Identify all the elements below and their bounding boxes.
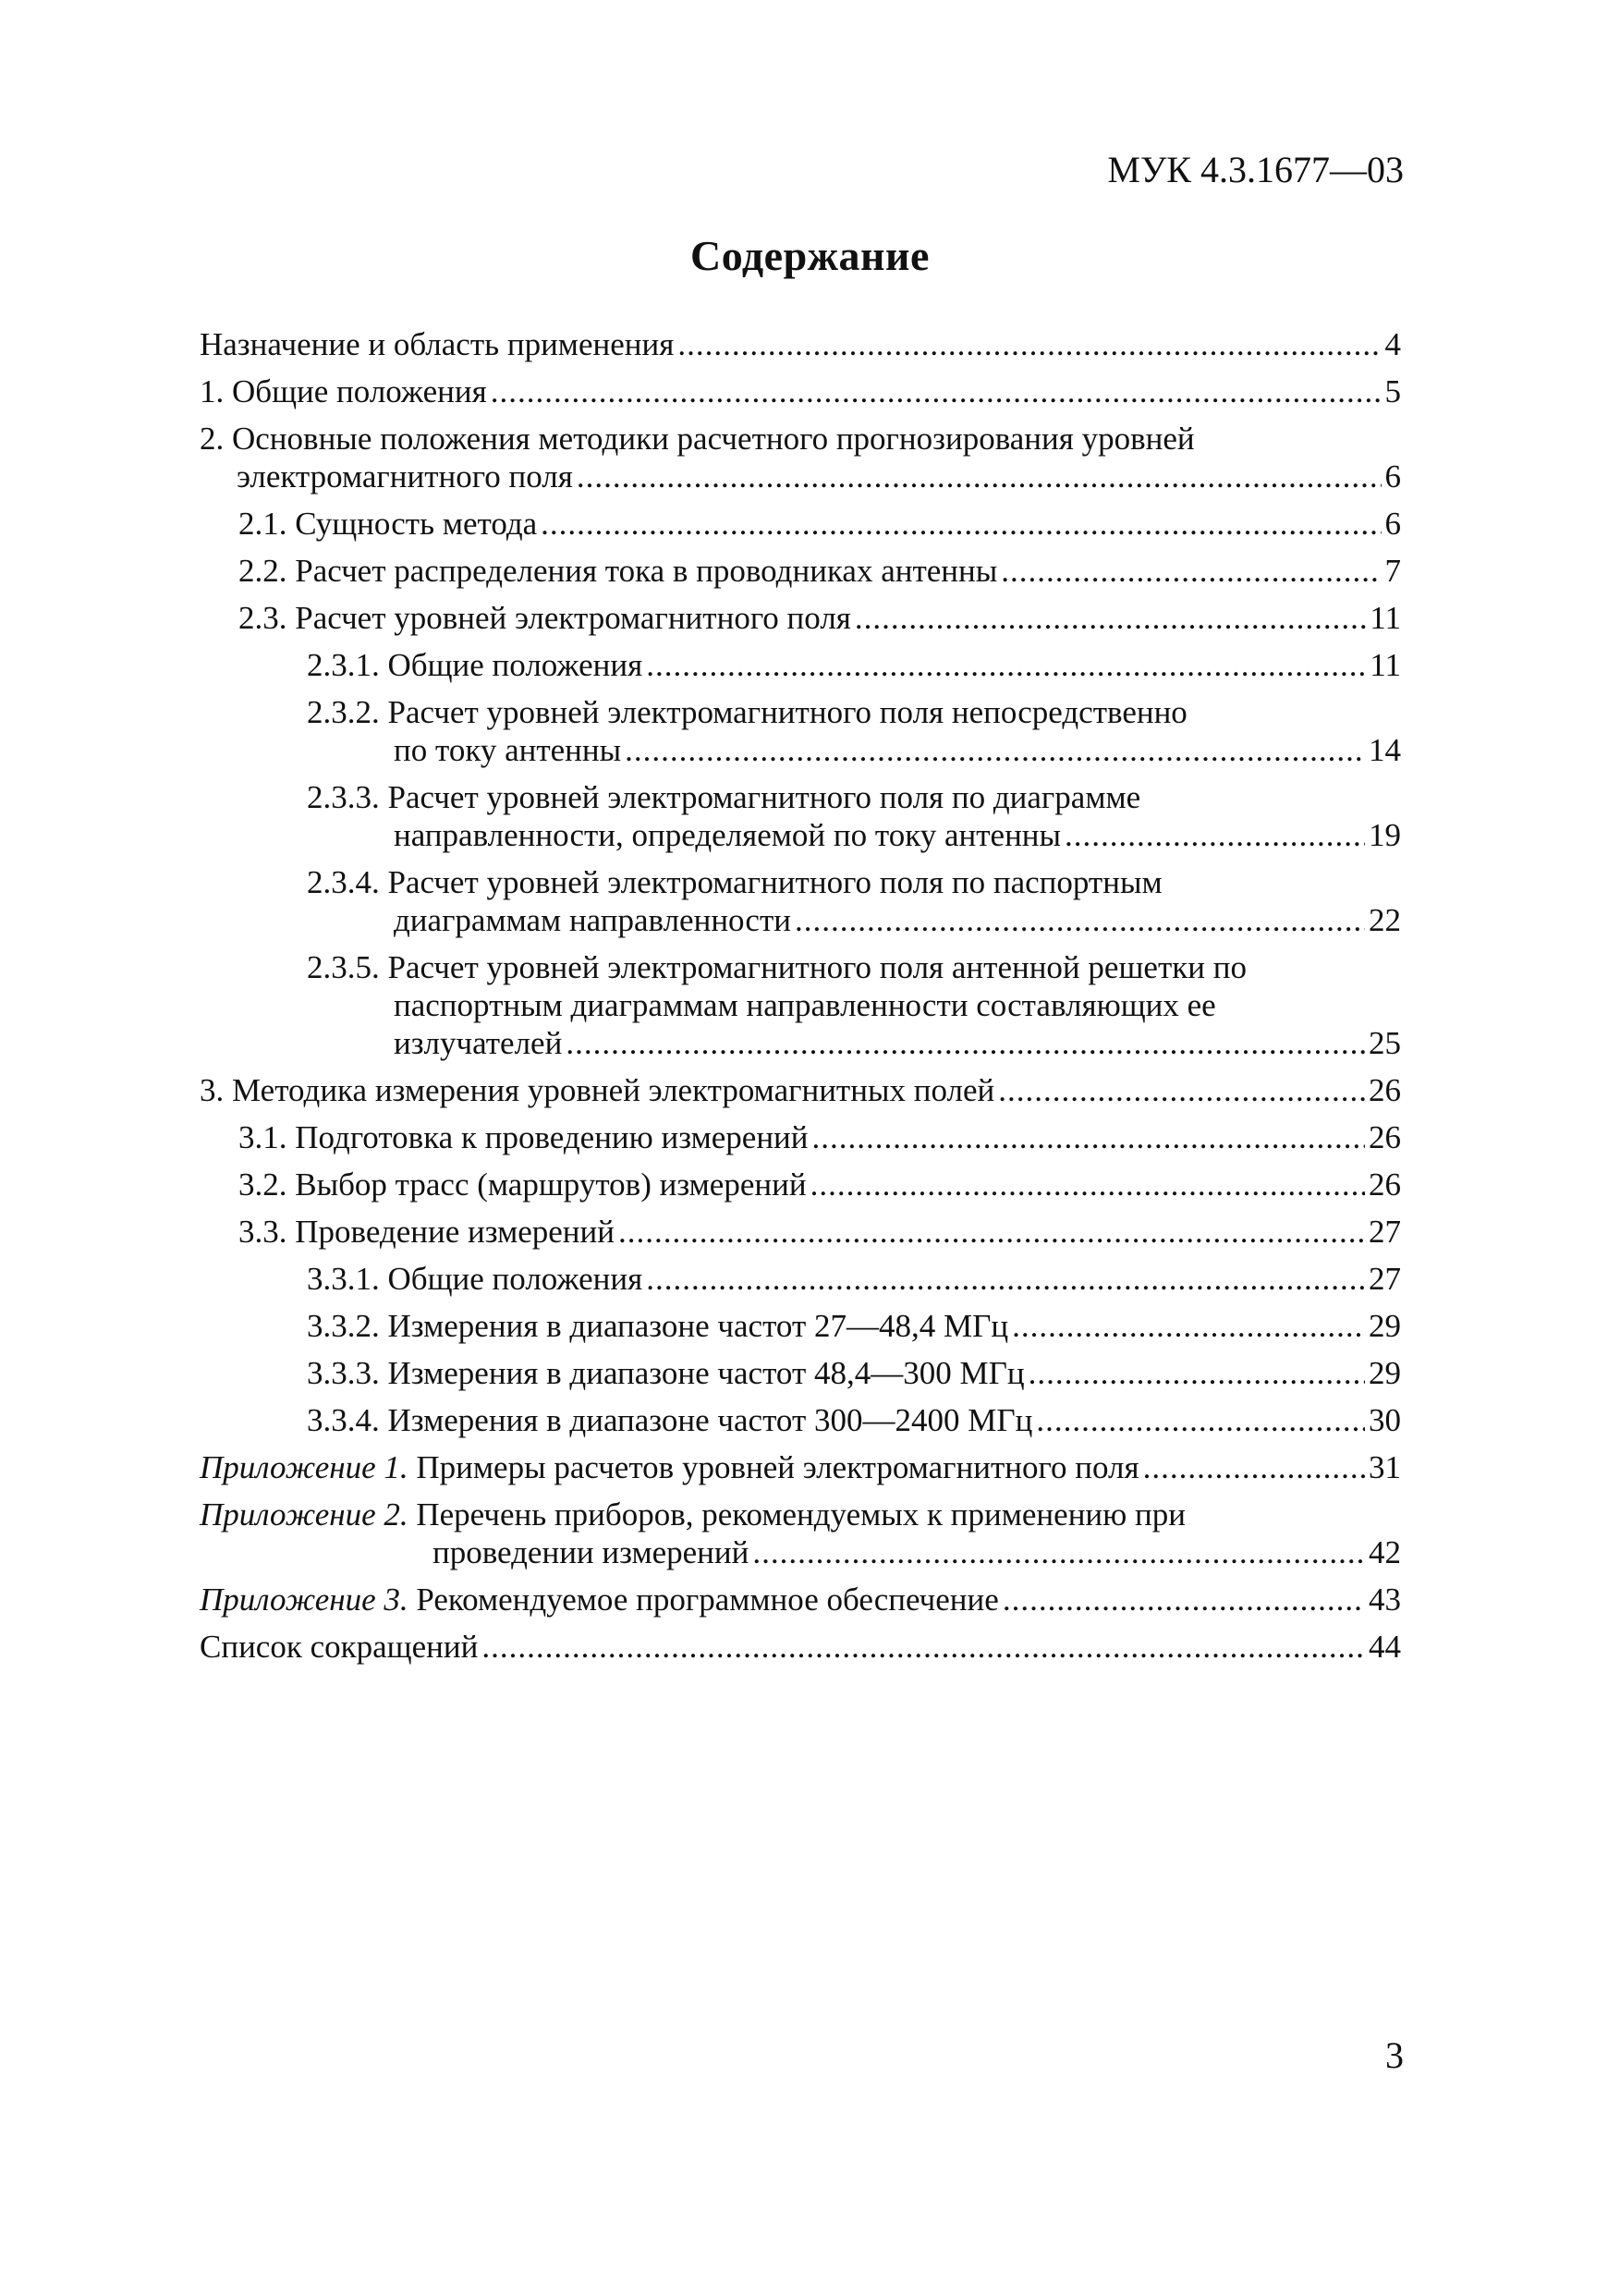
toc-entry-title [394, 901, 791, 939]
toc-entry-title [307, 1354, 1025, 1392]
toc-page-number: 19 [1369, 817, 1401, 853]
toc-entry[interactable] [200, 778, 1401, 854]
toc-entry-text: Рекомендуемое программное обеспечение [416, 1582, 999, 1618]
toc-entry-title [200, 325, 674, 363]
toc-entry-text: проведении измерений [432, 1534, 749, 1570]
dot-leader [752, 1533, 1365, 1571]
dot-leader [1003, 1581, 1365, 1618]
toc-entry[interactable] [200, 372, 1401, 410]
toc-entry-text: 2.3.3. Расчет уровней электромагнитного поля по диаграмме [307, 779, 1141, 815]
toc-page-number: 5 [1384, 373, 1401, 409]
dot-leader [1143, 1448, 1365, 1486]
toc-entry-line [200, 458, 1401, 495]
toc-entry[interactable] [200, 1213, 1401, 1251]
toc-entry-text: 3.3.2. Измерения в диапазоне частот 27—48,4 МГц [307, 1308, 1009, 1344]
toc-entry-line [238, 552, 1401, 590]
toc-entry-line [200, 325, 1401, 363]
toc-entry-title [238, 505, 537, 543]
toc-entry-title [238, 1213, 615, 1251]
toc-entry-line [307, 1354, 1401, 1392]
dot-leader [577, 458, 1382, 495]
toc-entry[interactable] [200, 552, 1401, 590]
dot-leader [855, 599, 1366, 637]
toc-entry[interactable] [200, 1448, 1401, 1486]
toc-entry-title [307, 646, 642, 684]
toc-entry-text: Перечень приборов, рекомендуемых к применению при [416, 1496, 1187, 1533]
toc-page-number: 26 [1369, 1072, 1401, 1108]
toc-entry[interactable] [200, 599, 1401, 637]
toc-entry-line [307, 1307, 1401, 1345]
toc-page-number: 26 [1369, 1119, 1401, 1155]
toc-entry-line [307, 1260, 1401, 1298]
toc-entry-line [238, 599, 1401, 637]
toc-page-number: 14 [1369, 732, 1401, 768]
toc-entry-text: 2.3.2. Расчет уровней электромагнитного поля непосредственно [307, 694, 1188, 730]
toc-entry-text: 2.3.5. Расчет уровней электромагнитного поля антенной решетки по [307, 949, 1247, 985]
toc-entry[interactable] [200, 1260, 1401, 1298]
toc-entry-title [238, 1118, 809, 1156]
toc-entry-title [237, 458, 573, 495]
toc-entry[interactable] [200, 505, 1401, 543]
toc-entry-text: электромагнитного поля [237, 458, 573, 495]
toc-entry-line [307, 863, 1401, 901]
dot-leader [491, 372, 1382, 410]
toc-entry-line [307, 731, 1401, 769]
toc-entry-title [238, 552, 997, 590]
dot-leader [810, 1166, 1365, 1203]
toc-entry[interactable] [200, 1307, 1401, 1345]
toc-entry-title [307, 1401, 1032, 1439]
toc-entry-title [200, 1628, 478, 1666]
toc-entry-line [307, 816, 1401, 854]
dot-leader [618, 1213, 1365, 1251]
toc-entry-title [307, 1307, 1008, 1345]
toc-entry[interactable] [200, 325, 1401, 363]
toc-entry[interactable] [200, 1118, 1401, 1156]
toc-entry-title [238, 599, 851, 637]
dot-leader [1065, 816, 1365, 854]
toc-entry[interactable] [200, 1354, 1401, 1392]
toc-entry-line [200, 1496, 1401, 1533]
toc-page-number: 6 [1384, 458, 1401, 495]
toc-entry[interactable] [200, 1166, 1401, 1203]
toc-entry[interactable] [200, 1071, 1401, 1109]
dot-leader [541, 505, 1381, 543]
toc-entry-text: излучателей [394, 1025, 563, 1061]
toc-entry-text: 3.3.1. Общие положения [307, 1261, 643, 1297]
page-title: Содержание [690, 232, 930, 279]
toc-entry-line [307, 693, 1401, 731]
toc-entry-title [394, 731, 621, 769]
dot-leader [646, 646, 1366, 684]
toc-entry-line [200, 1448, 1401, 1486]
toc-entry[interactable] [200, 863, 1401, 939]
toc-entry[interactable] [200, 1496, 1401, 1571]
dot-leader [625, 731, 1365, 769]
dot-leader [795, 901, 1365, 939]
toc-entry[interactable] [200, 693, 1401, 769]
toc-entry-text: 2.2. Расчет распределения тока в проводниках антенны [238, 553, 998, 589]
toc-appendix-label: Приложение 1. [200, 1449, 408, 1485]
toc-entry-line [307, 1401, 1401, 1439]
toc-page-number: 42 [1369, 1534, 1401, 1570]
toc-entry-title [238, 1166, 807, 1203]
dot-leader [1036, 1401, 1365, 1439]
dot-leader [1029, 1354, 1365, 1392]
toc-appendix-label: Приложение 2. [200, 1496, 408, 1533]
toc-entry-line [307, 986, 1401, 1024]
dot-leader [812, 1118, 1365, 1156]
toc-page-number: 25 [1369, 1025, 1401, 1061]
doc-code: МУК 4.3.1677—03 [1107, 149, 1404, 190]
toc-entry[interactable] [200, 646, 1401, 684]
toc-entry[interactable] [200, 1401, 1401, 1439]
toc-entry-text: Назначение и область применения [200, 326, 675, 362]
toc-entry-line [238, 1118, 1401, 1156]
dot-leader [1001, 552, 1381, 590]
toc-entry-text: Примеры расчетов уровней электромагнитного поля [416, 1449, 1139, 1485]
toc-entry-line [200, 420, 1401, 458]
toc-entry-text: 2.3.4. Расчет уровней электромагнитного поля по паспортным [307, 864, 1163, 900]
dot-leader [646, 1260, 1365, 1298]
toc-entry-line [238, 1166, 1401, 1203]
toc-page-number: 11 [1370, 647, 1401, 683]
toc-entry-text: направленности, определяемой по току антенны [394, 817, 1062, 853]
toc-page-number: 29 [1369, 1308, 1401, 1344]
toc-entry-text: диаграммам направленности [394, 902, 791, 938]
toc-entry-title [200, 1581, 999, 1618]
toc-entry[interactable] [200, 1628, 1401, 1666]
toc-entry-line [307, 948, 1401, 986]
dot-leader [998, 1071, 1365, 1109]
toc-entry-line [200, 1533, 1401, 1571]
toc-entry-title [200, 1071, 994, 1109]
dot-leader [1012, 1307, 1365, 1345]
toc-page-number: 4 [1384, 326, 1401, 362]
page-number: 3 [1385, 2034, 1404, 2076]
toc-entry-text: 2. Основные положения методики расчетного прогнозирования уровней [200, 421, 1195, 457]
toc-entry-line [307, 1024, 1401, 1062]
toc-entry-text: Список сокращений [200, 1629, 479, 1665]
dot-leader [566, 1024, 1365, 1062]
toc-page-number: 43 [1369, 1582, 1401, 1618]
toc-entry-text: 3.3.3. Измерения в диапазоне частот 48,4—300 МГц [307, 1355, 1025, 1391]
toc-entry-text: 1. Общие положения [200, 373, 487, 409]
toc-entry-line [238, 505, 1401, 543]
toc-page-number: 30 [1369, 1402, 1401, 1438]
toc-page-number: 44 [1369, 1629, 1401, 1665]
toc-entry-text: 3.3. Проведение измерений [238, 1214, 615, 1250]
toc-entry-line [200, 1071, 1401, 1109]
toc-entry-title [200, 372, 487, 410]
toc-entry-title [200, 1448, 1139, 1486]
toc-entry-line [200, 1628, 1401, 1666]
toc-entry-text: 2.3.1. Общие положения [307, 647, 643, 683]
toc-entry-line [238, 1213, 1401, 1251]
toc-entry-line [200, 1581, 1401, 1618]
toc-entry-text: 2.3. Расчет уровней электромагнитного поля [238, 600, 851, 636]
toc-page-number: 7 [1384, 553, 1401, 589]
toc-entry-title [394, 1024, 562, 1062]
toc-entry-text: паспортным диаграммам направленности составляющих ее [394, 987, 1216, 1023]
toc-entry-text: 3.3.4. Измерения в диапазоне частот 300—2400 МГц [307, 1402, 1033, 1438]
toc-entry-text: по току антенны [394, 732, 622, 768]
toc-entry[interactable] [200, 1581, 1401, 1618]
toc-entry-title [307, 1260, 642, 1298]
toc-page-number: 27 [1369, 1214, 1401, 1250]
toc-entry-line [307, 646, 1401, 684]
toc-entry-text: 3.2. Выбор трасс (маршрутов) измерений [238, 1166, 807, 1203]
toc-page-number: 29 [1369, 1355, 1401, 1391]
toc-entry-title [394, 816, 1061, 854]
toc-entry-text: 3. Методика измерения уровней электромагнитных полей [200, 1072, 995, 1108]
dot-leader [677, 325, 1381, 363]
toc-page-number: 26 [1369, 1166, 1401, 1203]
toc-entry-line [307, 778, 1401, 816]
toc-page-number: 31 [1369, 1449, 1401, 1485]
toc-entry-text: 2.1. Сущность метода [238, 506, 538, 542]
toc-entry[interactable] [200, 948, 1401, 1062]
toc-page-number: 6 [1384, 506, 1401, 542]
toc-page-number: 22 [1369, 902, 1401, 938]
toc-entry-line [307, 901, 1401, 939]
toc-entry-title [432, 1533, 749, 1571]
table-of-contents [200, 325, 1401, 1675]
toc-appendix-label: Приложение 3. [200, 1582, 408, 1618]
dot-leader [481, 1628, 1365, 1666]
toc-page-number: 11 [1370, 600, 1401, 636]
toc-entry-line [200, 372, 1401, 410]
toc-entry[interactable] [200, 420, 1401, 495]
toc-page-number: 27 [1369, 1261, 1401, 1297]
toc-entry-text: 3.1. Подготовка к проведению измерений [238, 1119, 809, 1155]
